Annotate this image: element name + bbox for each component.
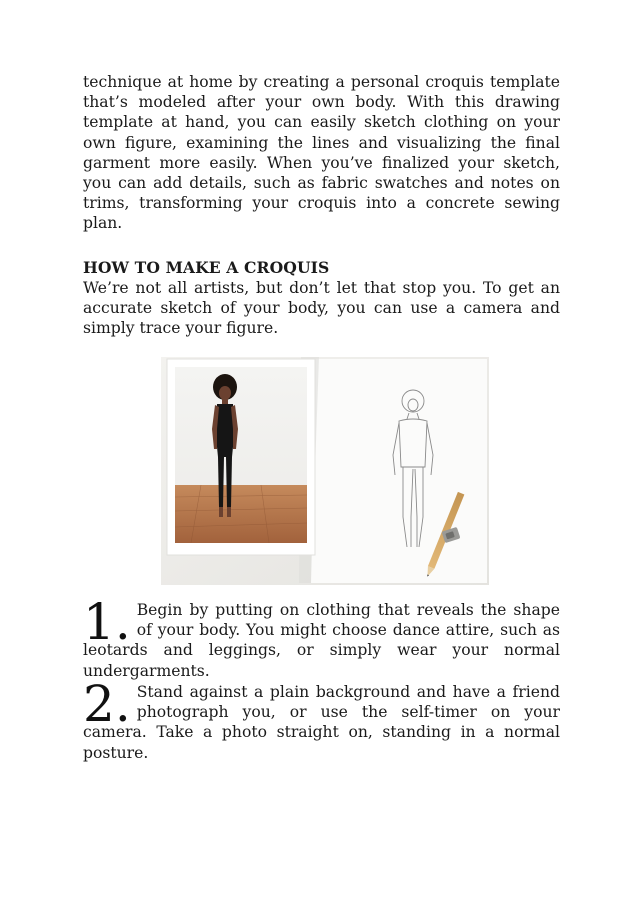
step-2 — [83, 675, 560, 763]
section-paragraph: We’re not all artists, but don’t let that stop you. To get an accurate sketch of your body, you can use a camera and simply trace your figure. — [83, 279, 560, 338]
intro-paragraph: technique at home by creating a personal croquis template that’s modeled after your own body. With this drawing template at hand, you can easily sketch clothing on your own figure, examining the lines and visualizing the final garment more easily. When you’ve finalized your sketch, you can add details, such as fabric swatches and notes on trims, transforming your croquis into a concrete sewing plan. — [83, 73, 560, 233]
step-1-text: Begin by putting on clothing that reveals the shape of your body. You might choose dance attire, such as leotards and leggings, or simply wear your normal undergarments. — [83, 601, 560, 680]
document-page — [83, 72, 560, 762]
step-1 — [83, 593, 560, 681]
step-1-number: 1. — [83, 593, 131, 651]
step-2-text: Stand against a plain background and have a friend photograph you, or use the self-timer on your camera. Take a photo straight on, standing in a normal posture. — [83, 683, 560, 762]
section-heading: HOW TO MAKE A CROQUIS — [83, 258, 330, 277]
croquis-figure-image — [161, 357, 489, 585]
photo-and-croquis-sketch-icon — [161, 357, 489, 585]
step-2-number: 2. — [83, 675, 131, 733]
